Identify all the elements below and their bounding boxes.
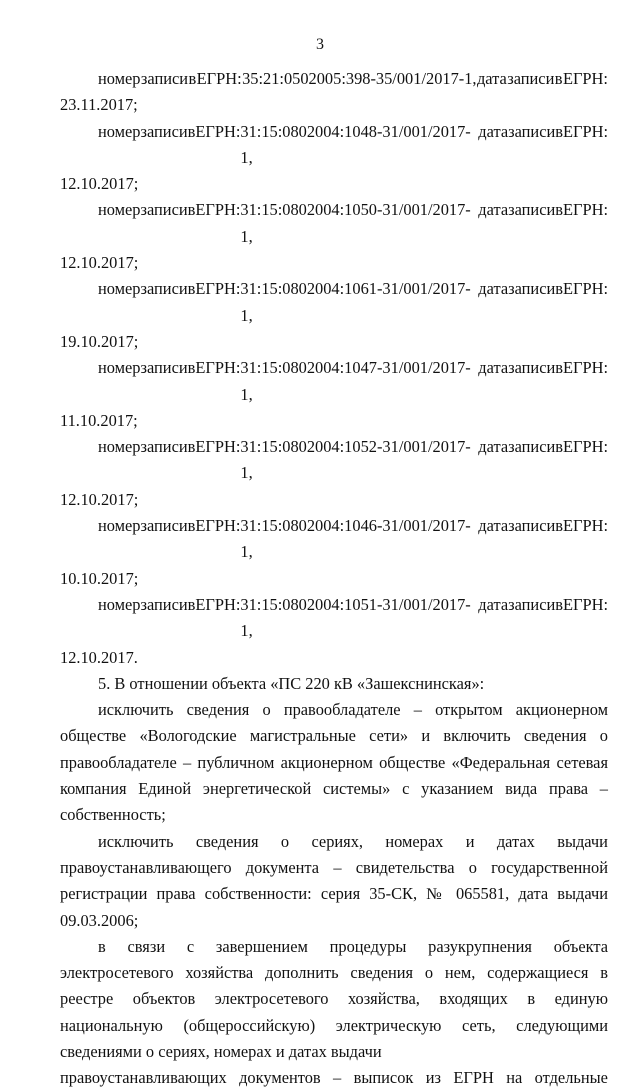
word: дата [476, 69, 507, 88]
word: в [555, 121, 563, 141]
word: дата [478, 516, 509, 536]
document-body [60, 66, 608, 1092]
registry-record [60, 513, 608, 592]
section-heading: 5. В отношении объекта «ПС 220 кВ «Зашекснинская»: [98, 673, 485, 693]
word: записи [508, 121, 556, 141]
word: записи [140, 200, 188, 220]
word: правоустанавливающих [60, 1068, 227, 1088]
record-number: 31:15:0802004:1050-31/001/2017-1, [240, 200, 471, 246]
word: записи [507, 69, 555, 88]
word: записи [508, 358, 556, 378]
record-number: 35:21:0502005:398-35/001/2017-1, [242, 69, 477, 88]
paragraph-text: в связи с завершением процедуры разукрупнения объекта электросетевого хозяйства дополнить сведения о нем, содержащиеся в реестре объектов электросетевого хозяйства, входящих в единую национальную (общероссийскую) электрическую сеть, следующими сведениями о сериях, номерах и датах выдачи [60, 936, 608, 1061]
word: в [555, 437, 563, 457]
word: записи [140, 279, 188, 299]
word: записи [508, 594, 556, 614]
word: в [187, 358, 196, 378]
word: номер [98, 516, 141, 536]
word: дата [478, 200, 509, 220]
record-number: 31:15:0802004:1052-31/001/2017-1, [240, 437, 471, 483]
word: в [555, 516, 563, 536]
word: в [187, 200, 196, 220]
word: в [188, 69, 197, 88]
record-date: 12.10.2017; [60, 174, 139, 194]
registry-record [60, 197, 608, 276]
word: дата [478, 121, 509, 141]
word: ЕГРН: [563, 358, 608, 378]
word: ЕГРН: [195, 358, 241, 378]
word: записи [508, 516, 556, 536]
word: ЕГРН: [563, 594, 608, 614]
word: о [280, 831, 290, 851]
word: ЕГРН: [195, 594, 241, 614]
word: записи [508, 437, 556, 457]
word: в [187, 279, 196, 299]
registry-record [60, 119, 608, 198]
word: ЕГРН: [195, 516, 241, 536]
word: ЕГРН [453, 1068, 494, 1088]
word: в [187, 437, 196, 457]
word: записи [508, 200, 556, 220]
word: номер [98, 69, 141, 88]
registry-record [60, 66, 608, 119]
registry-record [60, 276, 608, 355]
paragraph-exclude-series [60, 829, 608, 934]
word: выдачи [557, 831, 608, 851]
word: ЕГРН: [195, 279, 241, 299]
word: номер [98, 594, 141, 614]
word: в [554, 69, 563, 88]
word: выписок [353, 1068, 414, 1088]
word: ЕГРН: [562, 69, 608, 88]
word: ЕГРН: [563, 279, 608, 299]
word: ЕГРН: [563, 121, 608, 141]
word: в [555, 200, 563, 220]
word: сведения [195, 831, 259, 851]
word: записи [140, 69, 189, 88]
word: – [333, 1068, 342, 1088]
word: записи [140, 358, 188, 378]
record-date: 12.10.2017; [60, 489, 139, 509]
paragraph-supplement [60, 934, 608, 1092]
word: ЕГРН: [563, 200, 608, 220]
paragraph-text: правоустанавливающего документа – свидетельства о государственной регистрации права собственности: серия 35-СК, № 065581, дата выдачи 09.03.2006; [60, 857, 608, 930]
word: отдельные [534, 1068, 608, 1088]
word: на [506, 1068, 523, 1088]
record-date: 12.10.2017; [60, 253, 139, 273]
word: записи [508, 279, 556, 299]
word: ЕГРН: [195, 121, 241, 141]
record-date: 11.10.2017; [60, 410, 138, 430]
record-date: 10.10.2017; [60, 568, 139, 588]
word: ЕГРН: [196, 69, 242, 88]
word: номер [98, 121, 141, 141]
word: ЕГРН: [563, 516, 608, 536]
word: записи [140, 437, 188, 457]
word: в [555, 358, 563, 378]
registry-record [60, 592, 608, 671]
record-number: 31:15:0802004:1051-31/001/2017-1, [240, 594, 471, 641]
word: в [555, 594, 563, 614]
word: в [187, 594, 196, 614]
paragraph-exclude-owner: исключить сведения о правообладателе – открытом акционерном обществе «Вологодские магистральные сети» и включить сведения о правообладателе – публичном акционерном обществе «Федеральная сетевая компания Единой энергетической системы» с указанием вида права – собственность; [60, 700, 608, 825]
word: в [187, 121, 196, 141]
word: в [555, 279, 563, 299]
word: и [465, 831, 475, 851]
record-date: 23.11.2017; [60, 95, 138, 115]
word: ЕГРН: [195, 200, 241, 220]
record-number: 31:15:0802004:1061-31/001/2017-1, [240, 279, 471, 325]
word: номер [98, 200, 141, 220]
word: дата [478, 279, 509, 299]
word: номерах [385, 831, 444, 851]
record-number: 31:15:0802004:1047-31/001/2017-1, [240, 358, 471, 404]
word: ЕГРН: [563, 437, 608, 457]
word: записи [140, 594, 188, 614]
word: записи [140, 121, 188, 141]
word: дата [478, 358, 509, 378]
word: из [425, 1068, 441, 1088]
record-date: 19.10.2017; [60, 331, 139, 351]
word: в [187, 516, 196, 536]
registry-record [60, 434, 608, 513]
word: документов [239, 1068, 321, 1088]
registry-record [60, 355, 608, 434]
word: исключить [98, 831, 174, 851]
page-number: 3 [316, 36, 324, 53]
word: ЕГРН: [195, 437, 241, 457]
word: дата [478, 594, 509, 614]
word: номер [98, 358, 141, 378]
record-number: 31:15:0802004:1048-31/001/2017-1, [240, 121, 471, 167]
word: номер [98, 437, 141, 457]
word: дата [478, 437, 509, 457]
word: номер [98, 279, 141, 299]
record-date: 12.10.2017. [60, 647, 138, 667]
record-number: 31:15:0802004:1046-31/001/2017-1, [240, 516, 471, 562]
word: записи [140, 516, 188, 536]
word: сериях, [311, 831, 363, 851]
word: датах [496, 831, 535, 851]
